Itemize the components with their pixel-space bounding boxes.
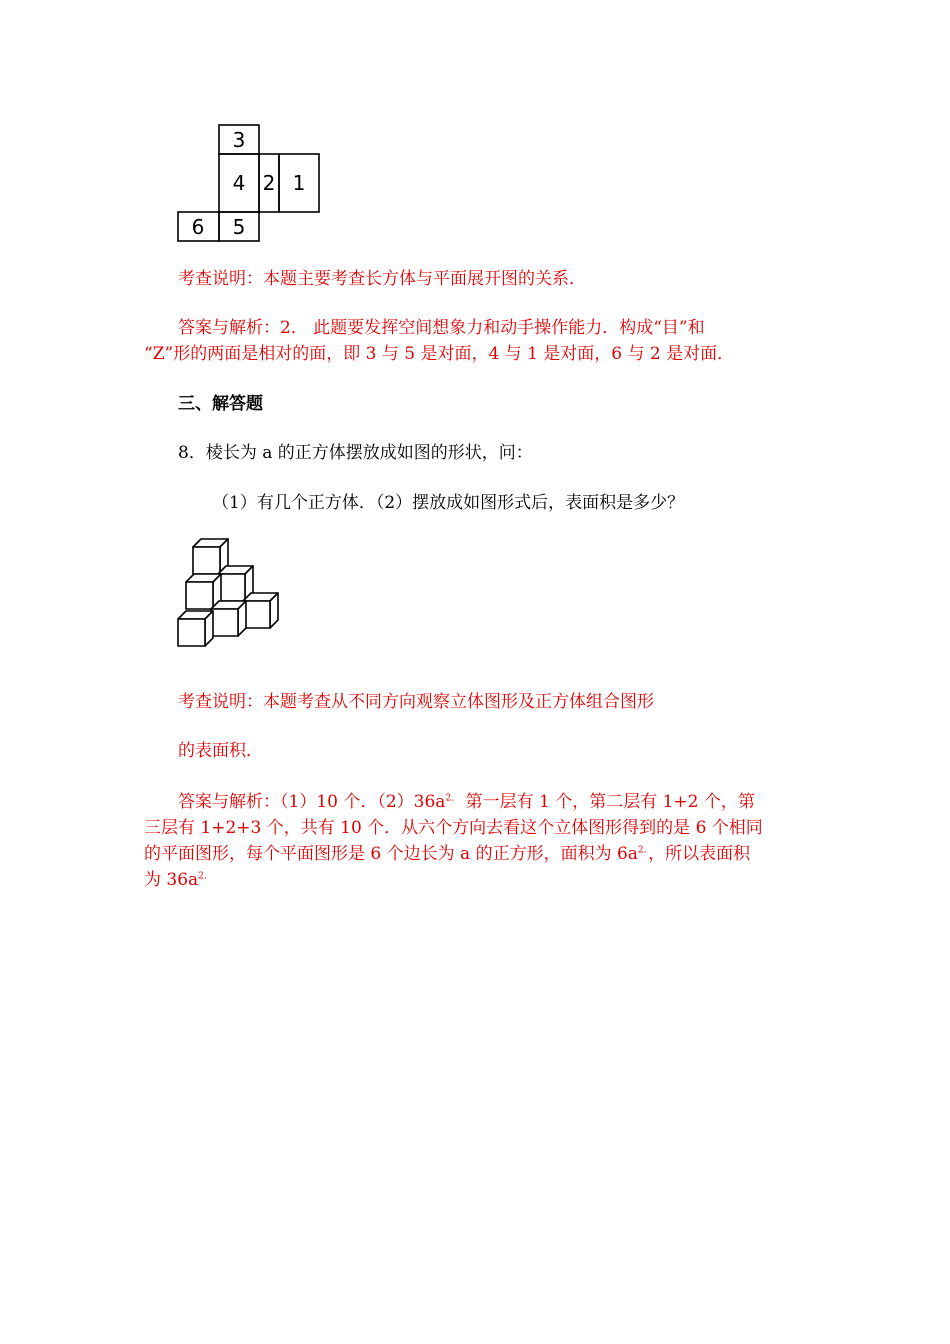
cube-front-face <box>218 574 245 601</box>
answer-2-line-1 <box>178 789 755 815</box>
cube-side-face <box>238 601 246 636</box>
cube-front-face <box>178 619 205 646</box>
answer-2-line-4 <box>144 867 213 893</box>
cube-side-face <box>270 593 278 628</box>
question-8-subquestions: （1）有几个正方体．（2）摆放成如图形式后，表面积是多少？ <box>212 493 685 513</box>
cube-front-face <box>193 547 220 574</box>
net-label-4: 4 <box>232 171 246 195</box>
cube-side-face <box>220 539 228 574</box>
net-face-4 <box>219 154 259 212</box>
cube-top-face <box>218 566 253 574</box>
net-face-1 <box>279 154 319 212</box>
cube-top-face <box>211 601 246 609</box>
answer-2-l4-sup: 2． <box>198 871 213 882</box>
note-2-line-2: 的表面积． <box>178 741 263 761</box>
net-face-6 <box>178 212 219 241</box>
answer-1-line-2: “Z”形的两面是相对的面，即 3 与 5 是对面，4 与 1 是对面，6 与 2 是对面． <box>144 344 735 364</box>
cube-front-face <box>243 601 270 628</box>
cube-front-face <box>186 582 213 609</box>
answer-2-l3-sup: 2． <box>637 845 649 856</box>
answer-2-l3-b: ，所以表面积 <box>648 844 751 864</box>
cube-top-face <box>178 611 213 619</box>
net-label-1: 1 <box>292 171 306 195</box>
cube-side-face <box>205 611 213 646</box>
section-heading: 三、解答题 <box>178 394 263 414</box>
cube-front-face <box>211 609 238 636</box>
answer-2-l1-a: 答案与解析：（1）10 个．（2）36a <box>178 792 446 812</box>
net-label-6: 6 <box>191 215 205 239</box>
net-label-3: 3 <box>232 128 246 152</box>
cube-top-face <box>243 593 278 601</box>
answer-2-l1-sup: 2． <box>445 793 461 804</box>
answer-2-l3-a: 的平面图形，每个平面图形是 6 个边长为 a 的正方形，面积为 6a <box>144 844 638 864</box>
net-label-2: 2 <box>262 171 276 195</box>
answer-2-line-2: 三层有 1+2+3 个，共有 10 个．从六个方向去看这个立体图形得到的是 6 个相同 <box>144 818 763 838</box>
answer-2-l1-b: 第一层有 1 个，第二层有 1+2 个，第 <box>460 792 755 812</box>
answer-2-line-3 <box>144 841 750 867</box>
cube-top-face <box>193 539 228 547</box>
cube-side-face <box>213 574 221 609</box>
cube-top-face <box>186 574 221 582</box>
net-label-5: 5 <box>232 215 246 239</box>
net-face-3 <box>219 125 259 154</box>
answer-1-line-1: 答案与解析：2． 此题要发挥空间想象力和动手操作能力．构成“目”和 <box>178 318 705 338</box>
cube-side-face <box>245 566 253 601</box>
net-face-2 <box>259 154 279 212</box>
net-face-5 <box>219 212 259 241</box>
answer-2-l4-a: 为 36a <box>144 870 199 890</box>
note-2-line-1: 考查说明：本题考查从不同方向观察立体图形及正方体组合图形 <box>178 692 654 712</box>
note-1: 考查说明：本题主要考查长方体与平面展开图的关系． <box>178 269 586 289</box>
question-8-stem: 8．棱长为 a 的正方体摆放成如图的形状，问： <box>178 443 533 463</box>
